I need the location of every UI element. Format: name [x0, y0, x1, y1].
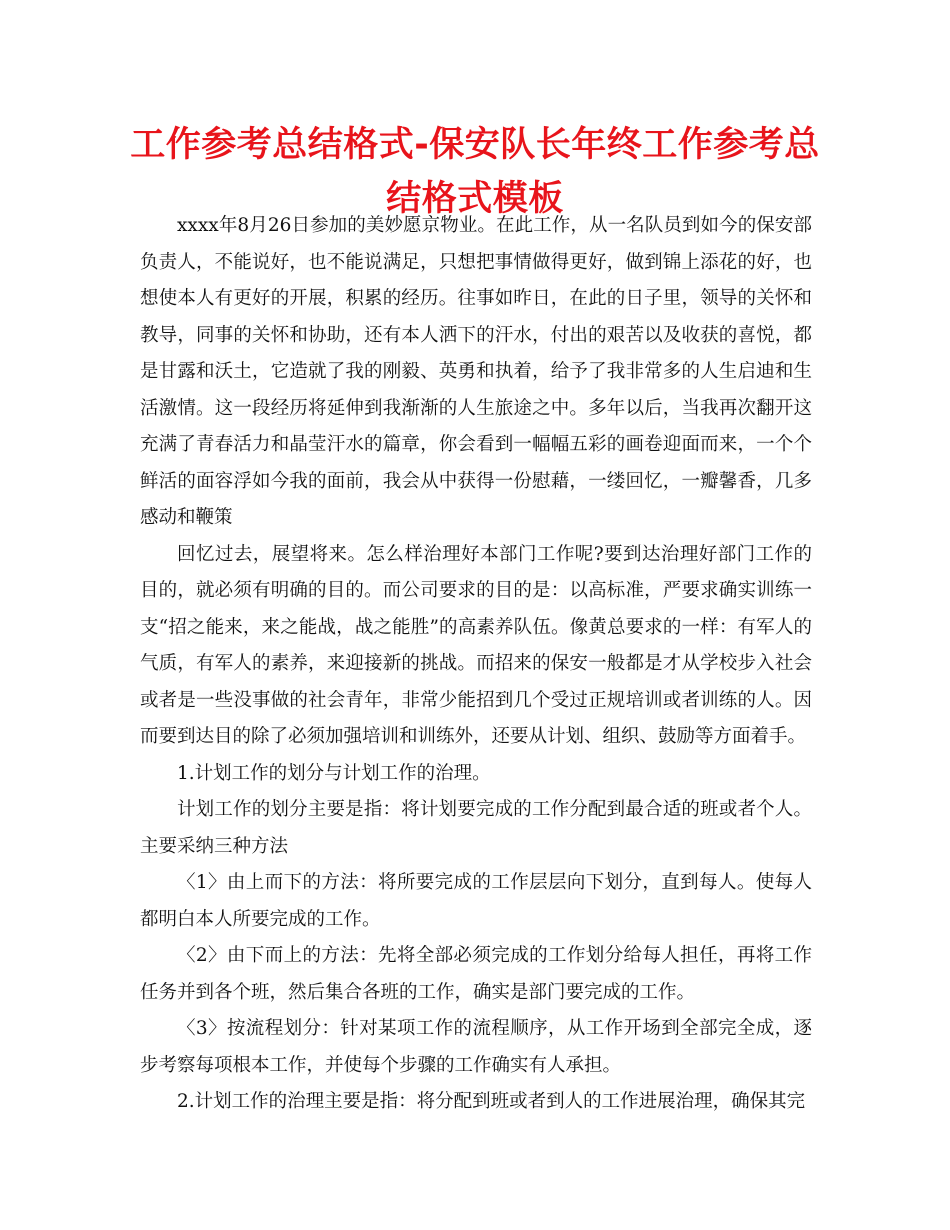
document-body	[140, 208, 812, 1121]
paragraph: 计划工作的划分主要是指：将计划要完成的工作分配到最合适的班或者个人。主要采纳三种方法	[140, 799, 812, 857]
paragraph: 2.计划工作的治理主要是指：将分配到班或者到人的工作进展治理，确保其完	[177, 1091, 806, 1112]
paragraph: 〈2〉由下而上的方法：先将全部必须完成的工作划分给每人担任，再将工作任务并到各个班，然后集合各班的工作，确实是部门要完成的工作。	[140, 945, 812, 1003]
paragraph: 〈1〉由上而下的方法：将所要完成的工作层层向下划分，直到每人。使每人都明白本人所要完成的工作。	[140, 872, 812, 930]
paragraph: 〈3〉按流程划分：针对某项工作的流程顺序，从工作开场到全部完全成，逐步考察每项根本工作，并使每个步骤的工作确实有人承担。	[140, 1018, 812, 1076]
paragraph: xxxx年8月26日参加的美妙愿京物业。在此工作，从一名队员到如今的保安部负责人，不能说好，也不能说满足，只想把事情做得更好，做到锦上添花的好，也想使本人有更好的开展，积累的经历。往事如昨日，在此的日子里，领导的关怀和教导，同事的关怀和协助，还有本人洒下的汗水，付出的艰苦以及收获的喜悦，都是甘露和沃土，它造就了我的刚毅、英勇和执着，给予了我非常多的人生启迪和生活激情。这一段经历将延伸到我渐渐的人生旅途之中。多年以后，当我再次翻开这充满了青春活力和晶莹汗水的篇章，你会看到一幅幅五彩的画卷迎面而来，一个个鲜活的面容浮如今我的面前，我会从中获得一份慰藉，一缕回忆，一瓣馨香，几多感动和鞭策	[140, 215, 812, 528]
paragraph: 1.计划工作的划分与计划工作的治理。	[177, 762, 491, 784]
document-title: 工作参考总结格式-保安队长年终工作参考总结格式模板	[130, 125, 820, 219]
paragraph: 回忆过去，展望将来。怎么样治理好本部门工作呢?要到达治理好部门工作的目的，就必须有明确的目的。而公司要求的目的是：以高标准，严要求确实训练一支“招之能来，来之能战，战之能胜”的高素养队伍。像黄总要求的一样：有军人的气质，有军人的素养，来迎接新的挑战。而招来的保安一般都是才从学校步入社会或者是一些没事做的社会青年，非常少能招到几个受过正规培训或者训练的人。因而要到达目的除了必须加强培训和训练外，还要从计划、组织、鼓励等方面着手。	[140, 543, 812, 747]
